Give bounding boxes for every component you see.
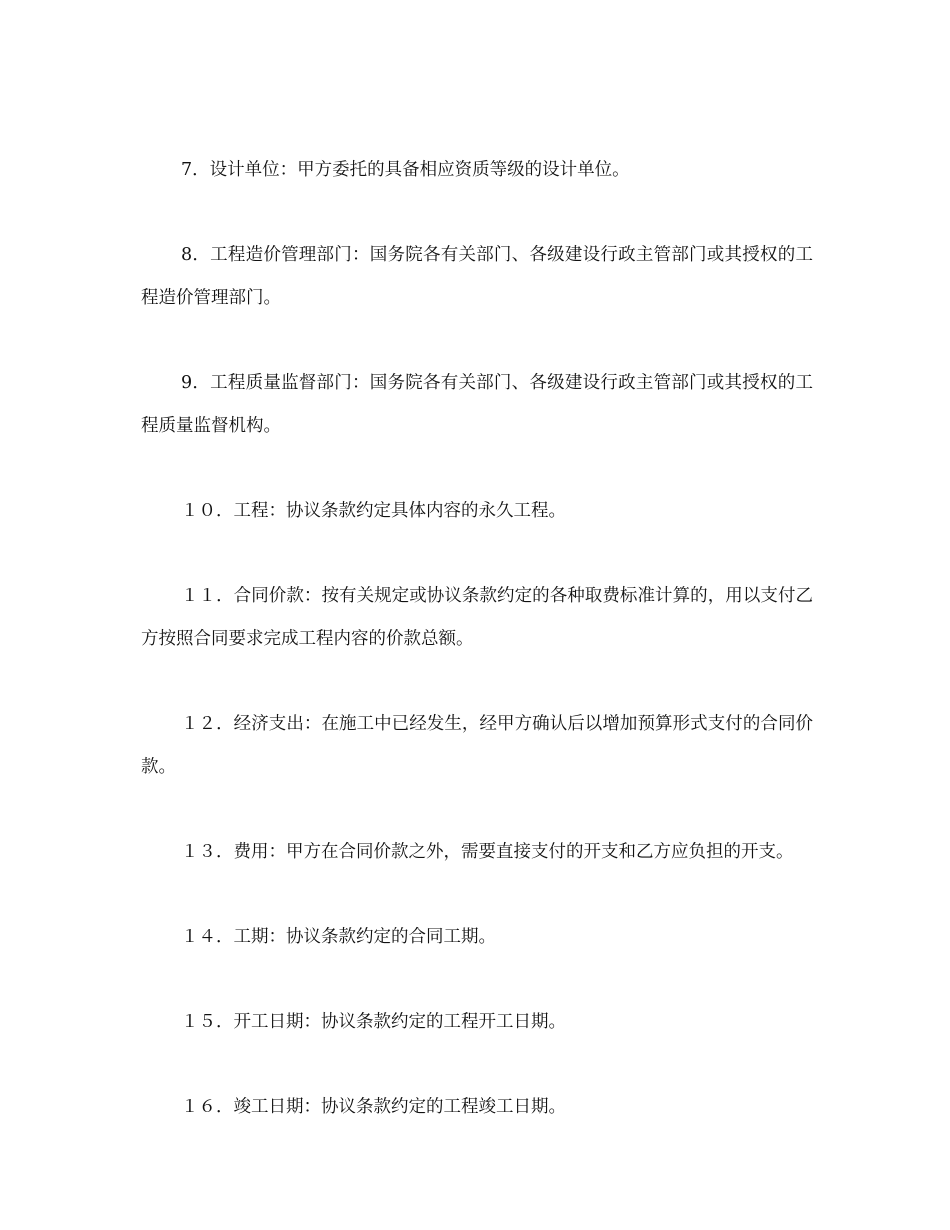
clause-12: １２．经济支出：在施工中已经发生，经甲方确认后以增加预算形式支付的合同价款。 (141, 714, 813, 777)
clause-9: 9．工程质量监督部门：国务院各有关部门、各级建设行政主管部门或其授权的工程质量监督机构。 (141, 373, 813, 436)
clause-7: 7．设计单位：甲方委托的具备相应资质等级的设计单位。 (181, 160, 630, 180)
clause-10: １０．工程：协议条款约定具体内容的永久工程。 (181, 501, 566, 521)
clause-11: １１．合同价款：按有关规定或协议条款约定的各种取费标准计算的，用以支付乙方按照合同要求完成工程内容的价款总额。 (141, 586, 813, 649)
clause-13: １３．费用：甲方在合同价款之外，需要直接支付的开支和乙方应负担的开支。 (181, 842, 794, 862)
clause-list (141, 149, 813, 1171)
clause-8: 8．工程造价管理部门：国务院各有关部门、各级建设行政主管部门或其授权的工程造价管理部门。 (141, 245, 813, 308)
clause-15: １５．开工日期：协议条款约定的工程开工日期。 (181, 1012, 566, 1032)
clause-16: １６．竣工日期：协议条款约定的工程竣工日期。 (181, 1097, 566, 1117)
clause-14: １４．工期：协议条款约定的合同工期。 (181, 927, 496, 947)
